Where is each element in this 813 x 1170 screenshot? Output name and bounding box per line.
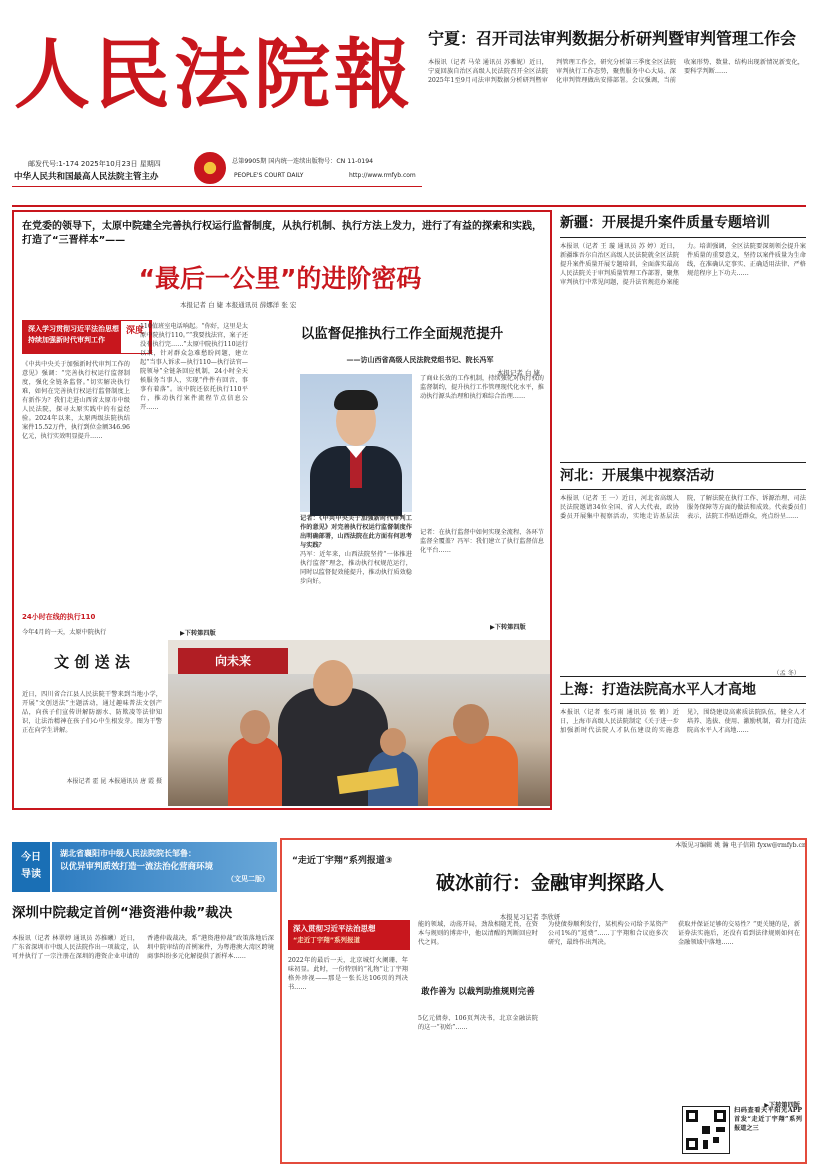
feature-red-tag: 深入贯彻习近平法治思想 “走近丁宇翔”系列报道: [288, 920, 410, 950]
shenzhen-body: 本报讯（记者 林翠婷 通讯员 苏推曦）近日，广东省深圳市中级人民法院作出一项裁定，认可并执行了一宗注册在深圳的港资企业申请的香港仲裁裁决，系“港资港仲裁”政策落地后深圳中院审结的首例案件，为粤港澳大湾区跨境商事纠纷多元化解提供了新样本……: [12, 935, 274, 960]
court-subtitle: 中华人民共和国最高人民法院主管主办: [14, 172, 159, 182]
lead-col2-tail: ▶下转第四版: [180, 630, 216, 637]
feature-series-tag: “走近丁宇翔”系列报道③: [292, 856, 393, 866]
lead-depth-badge: 深度: [120, 320, 150, 354]
masthead-logo: 人民法院報: [14, 30, 414, 119]
editor-line: 本版见习编辑 姚 瀚 电子信箱 fyxw@rmfyb.cn: [675, 842, 806, 849]
interview-photo-caption: 记者：《中共中央关于加强新时代审判工作的意见》对完善执行权运行监督制度作出明确部署，山西法院在此方面有何思考与实践？: [300, 515, 412, 549]
total-line: 总第9905期 国内统一连续出版物号：CN 11-0194: [232, 158, 374, 165]
photo-news-credits: 本报记者 霍 昆 本报通讯员 唐 霞 摄: [66, 778, 162, 785]
interview-body-right: 了商业长效的工作机制，持续强化对执行权的监督制约，提升执行工作管理现代化水平，推动执行源头治理和执行难综合治理……: [420, 375, 544, 400]
qr-code-icon[interactable]: [682, 1106, 730, 1154]
ningxia-body: 本报讯（记者 马荣 通讯员 苏雅妮）近日，宁夏回族自治区高级人民法院召开全区法院2025年1至9月司法审判数据分析研判暨审判管理工作会，研究分析第三季度全区法院审判执行工作态势，聚焦服务中心大局、深化审判管理做出安排部署。会议强调，当前收案形势、数量、结构出现新情况新变化，要科学判断……: [428, 59, 804, 84]
site-url[interactable]: http://www.rmfyb.com: [349, 172, 416, 179]
interview-byline: 本报记者 白 婕: [496, 369, 540, 377]
photo-news-caption: 近日，四川省合江县人民法院干警来到当地小学，开展“文创送法”主题活动，通过趣味普法文创产品，向孩子们宣传讲解防溺水、防欺凌等法律知识，让法治精神在孩子们心中生根发芽。图为干警正在向学生讲解。: [22, 691, 162, 734]
today-preview-banner[interactable]: 湖北省襄阳市中级人民法院院长邹鲁： 以优异审判质效打造一流法治化营商环境 （文见二版）: [52, 842, 277, 892]
shanghai-body: 本报讯（记者 张巧雨 通讯员 张 鹤）近日，上海市高级人民法院制定《关于进一步加强新时代法院人才队伍建设的实施意见》，围绕建设高素质法院队伍，健全人才培养、选拔、使用、激励机制，着力打造法院高水平人才高地……: [560, 709, 806, 734]
hebei-reporter: （孟 冬）: [773, 670, 800, 677]
lead-tag: 深入学习贯彻习近平法治思想 持续加强新时代审判工作: [22, 320, 152, 354]
lead-col1-tail: 今年4月的一天，太原中院执行: [22, 629, 107, 636]
english-name: PEOPLE'S COURT DAILY: [234, 172, 304, 179]
interview-tail: ▶下转第四版: [490, 624, 526, 631]
hebei-headline[interactable]: 河北：开展集中视察活动: [560, 462, 806, 490]
lead-col1: 《中共中央关于加强新时代审判工作的意见》强调：“完善执行权运行监督制度，强化全链条监督。”切实解决执行难，如何在完善执行权运行监督制度上有新作为？我们走进山西省太原市中级人民法院，探寻太原实践中的有益经验。2024年以来，太原两级法院执结案件15.52万件，执行到位金额346.96亿元，执行实效明显提升……: [22, 361, 130, 440]
interview-body-bottom-left: 冯军：近年来，山西法院坚持“一体推进执行监督”理念，推动执行权规范运行，同时以监督促效能提升，推动执行质效稳步向好。: [300, 551, 412, 585]
feature-headline[interactable]: 破冰前行：金融审判探路人: [435, 872, 664, 894]
photo-news-title[interactable]: 文 创 送 法: [54, 653, 130, 671]
interview-subhead: ——访山西省高级人民法院党组书记、院长冯军: [346, 356, 494, 364]
masthead-bottom: [14, 158, 424, 186]
interview-portrait: [300, 374, 412, 512]
feature-col-b: 能的领域，动荡开局，劲敌相随无畏，在资本与规则的博弈中，他以清醒的判断回应时代之问。: [418, 921, 538, 946]
feature-col-d: 获取并保证足够的交易性？“更关键的是，新证券法实施后，还没有看到法律规则如何在金融领域中落地……: [678, 921, 800, 946]
feature-byline: 本报见习记者 李欣妍: [499, 913, 561, 921]
ningxia-article: [428, 28, 804, 198]
top-divider: [12, 205, 806, 207]
lead-headline[interactable]: “最后一公里”的进阶密码: [138, 264, 422, 293]
photo-news-image: [168, 640, 550, 806]
today-preview-tag: 今日 导读: [12, 842, 50, 892]
lead-col1-subhead: 24小时在线的执行110: [22, 613, 96, 621]
lead-byline: 本报记者 白 婕 本报通讯员 薛娜洋 张 宏: [180, 301, 297, 309]
feature-col-a: 2022年的最后一天，北京城灯火阑珊、年味初显。此时，一份特别的“礼物”让丁宇翔格外珍视——那是一张长达106页的判决书……: [288, 957, 408, 991]
shenzhen-headline[interactable]: 深圳中院裁定首例“港资港仲裁”裁决: [12, 905, 233, 921]
banner-sign: 向未来: [178, 648, 288, 674]
interview-body-bottom-right: 记者：在执行监督中如何实现全流程、各环节监督全覆盖？冯军：我们建立了执行监督信息化平台……: [420, 529, 544, 554]
feature-col-b2: 5亿元债券、106页判决书，北京金融法院的这一“初始”……: [418, 1015, 538, 1031]
masthead-divider: [12, 186, 422, 187]
lead-col2: 110值班室电话响起。“你好，这里是太原中院执行110。”“我要找法官，案子还没有执行完……”太原中院执行110运行以来，针对群众急难愁盼问题，建立起“当事人诉求—执行110—执行法官—院领导”全链条回应机制，24小时全天候服务当事人，实现“件件有回音、事事有着落”。该中院还依托执行110平台，推动执行案件流程节点信息公开……: [140, 323, 248, 411]
interview-headline[interactable]: 以监督促推执行工作全面规范提升: [300, 326, 504, 342]
issue-line: 邮发代号:1-174 2025年10月23日 星期四: [28, 160, 161, 168]
shanghai-headline[interactable]: 上海：打造法院高水平人才高地: [560, 676, 806, 704]
feature-tail: ▶下转第四版: [764, 1102, 800, 1109]
xinjiang-body: 本报讯（记者 王 璇 通讯员 苏 婷）近日，新疆维吾尔自治区高级人民法院就全区法院提升案件质量开展专题培训，全面落实最高人民法院关于审判质量管理工作部署，聚焦审判执行中常见问题，提升法官规范办案能力。培训强调，全区法院要深刻领会提升案件质量的重要意义，坚持以案件质量为生命线，在准确认定事实、正确适用法律、严格规范程序上下功夫……: [560, 243, 806, 286]
feature-col-b-subhead: 敢作善为 以裁判助推规则完善: [421, 987, 535, 997]
hebei-body: 本报讯（记者 王 一）近日，河北省高级人民法院邀请34位全国、省人大代表，政协委员开展集中视察活动，实地走访基层法院，了解法院在执行工作、诉源治理、司法服务保障等方面的做法和成效。代表委员们表示，法院工作贴近群众，亮点纷呈……: [560, 495, 806, 520]
qr-note: 扫码查看天平阳光APP首发“走近丁宇翔”系列报道之三: [734, 1107, 802, 1132]
xinjiang-headline[interactable]: 新疆：开展提升案件质量专题培训: [560, 210, 806, 238]
emblem-icon: [194, 152, 226, 184]
lead-deck: 在党委的领导下，太原中院建全完善执行权运行监督制度，从执行机制、执行方法上发力，进行了有益的探索和实践，打造了“三晋样本”——: [22, 221, 542, 246]
feature-col-c: 为使债券顺利发行，某机构公司给予某资产公司1%的“返费”……丁宇翔和合议庭多次研究，最终作出判决。: [548, 921, 668, 946]
ningxia-headline[interactable]: 宁夏：召开司法审判数据分析研判暨审判管理工作会: [428, 29, 797, 48]
